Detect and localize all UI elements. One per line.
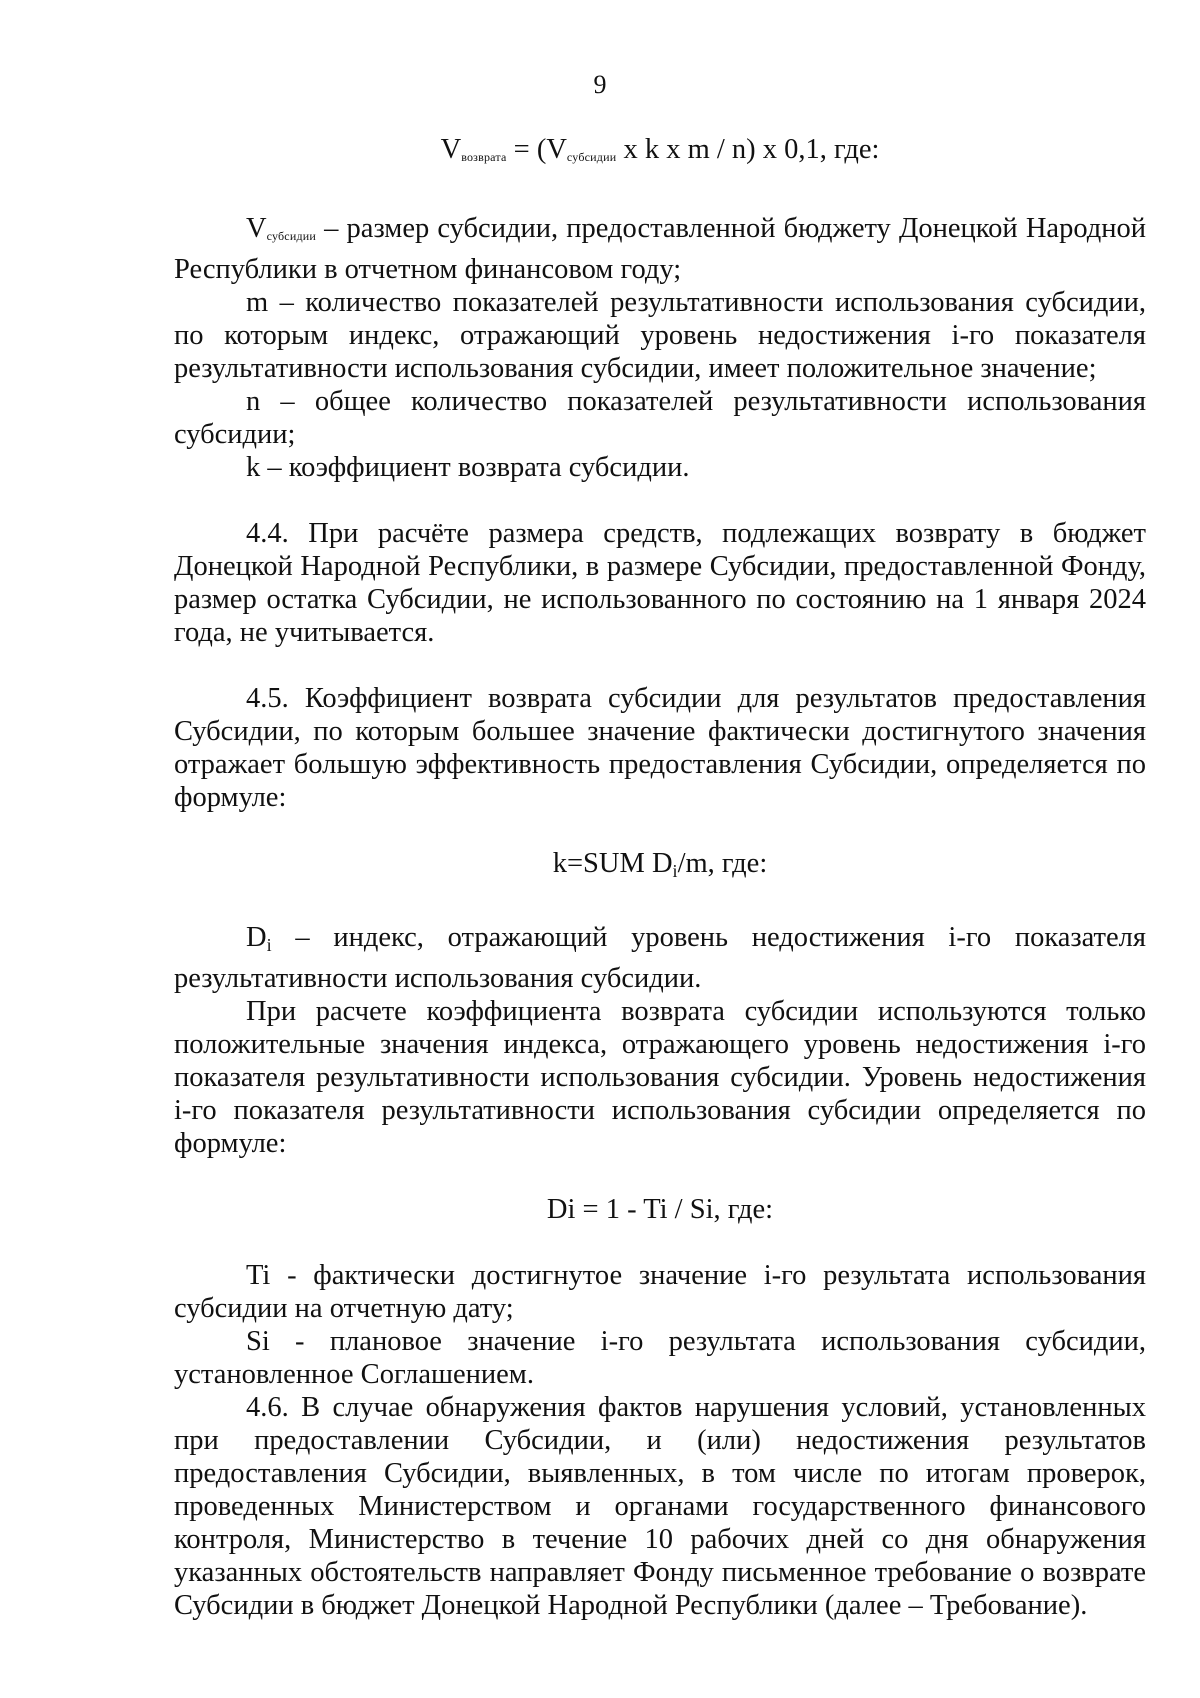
definition-d: [174, 921, 1146, 995]
formula-coefficient: [174, 847, 1146, 888]
formula-return-amount: [174, 133, 1146, 174]
document-body: [174, 133, 1146, 1622]
def-v-text: – размер субсидии, предоставленной бюджету Донецкой Народной Республики в отчетном финансовом году;: [174, 213, 1146, 285]
definition-k: k – коэффициент возврата субсидии.: [246, 452, 690, 483]
formula-index: Di = 1 - Ti / Si, где:: [546, 1194, 774, 1225]
calculation-note: При расчете коэффициента возврата субсидии используются только положительные значения индекса, отражающего уровень недостижения i-го показателя результативности использования субсидии. Уровень недостижения i-го показателя результативности использования субсидии определяется по формуле:: [174, 996, 1146, 1159]
spacer: [174, 174, 1146, 212]
formula2-after: /m, где:: [677, 848, 768, 879]
spacer: [174, 814, 1146, 847]
clause-4-4: 4.4. При расчёте размера средств, подлежащих возврату в бюджет Донецкой Народной Республики, в размере Субсидии, предоставленной Фонду, размер остатка Субсидии, не использованного по состоянию на 1 января 2024 года, не учитывается.: [174, 518, 1146, 648]
def-v: V: [246, 213, 267, 244]
clause-4-6: 4.6. В случае обнаружения фактов нарушения условий, установленных при предоставлении Субсидии, и (или) недостижения результатов предоставления Субсидии, выявленных, в том числе по итогам проверок, проведенных Министерством и органами государственного финансового контроля, Министерство в течение 10 рабочих дней со дня обнаружения указанных обстоятельств направляет Фонду письменное требование о возврате Субсидии в бюджет Донецкой Народной Республики (далее – Требование).: [174, 1392, 1146, 1621]
formula-v-subscript: возврата: [461, 150, 507, 164]
definition-ti: Ti - фактически достигнутое значение i-го результата использования субсидии на отчетную дату;: [174, 1260, 1146, 1324]
definition-si: Si - плановое значение i-го результата использования субсидии, установленное Соглашением.: [174, 1326, 1146, 1390]
def-d-subscript: i: [266, 935, 272, 955]
formula2-subscript: i: [672, 861, 678, 881]
definition-n: n – общее количество показателей результативности использования субсидии;: [174, 386, 1146, 450]
formula2-before: k=SUM D: [552, 848, 673, 879]
spacer: [174, 888, 1146, 921]
spacer: [174, 484, 1146, 517]
definition-v-subsidy: [174, 212, 1146, 286]
def-v-subscript: субсидии: [266, 229, 317, 243]
def-d: D: [246, 922, 267, 953]
clause-4-5: 4.5. Коэффициент возврата субсидии для результатов предоставления Субсидии, по которым большее значение фактически достигнутого значения отражает большую эффективность предоставления Субсидии, определяется по формуле:: [174, 683, 1146, 813]
definition-m: m – количество показателей результативности использования субсидии, по которым индекс, отражающий уровень недостижения i-го показателя результативности использования субсидии, имеет положительное значение;: [174, 287, 1146, 384]
spacer: [174, 649, 1146, 682]
def-d-text: – индекс, отражающий уровень недостижения i-го показателя результативности использования субсидии.: [174, 922, 1146, 994]
formula-rest: х k х m / n) х 0,1, где:: [616, 134, 880, 165]
spacer: [174, 1226, 1146, 1259]
formula-eq-open: = (V: [506, 134, 567, 165]
spacer: [174, 1160, 1146, 1193]
formula-v: V: [440, 134, 462, 165]
page-number: 9: [593, 70, 607, 99]
formula-subsidy-subscript: субсидии: [566, 150, 617, 164]
